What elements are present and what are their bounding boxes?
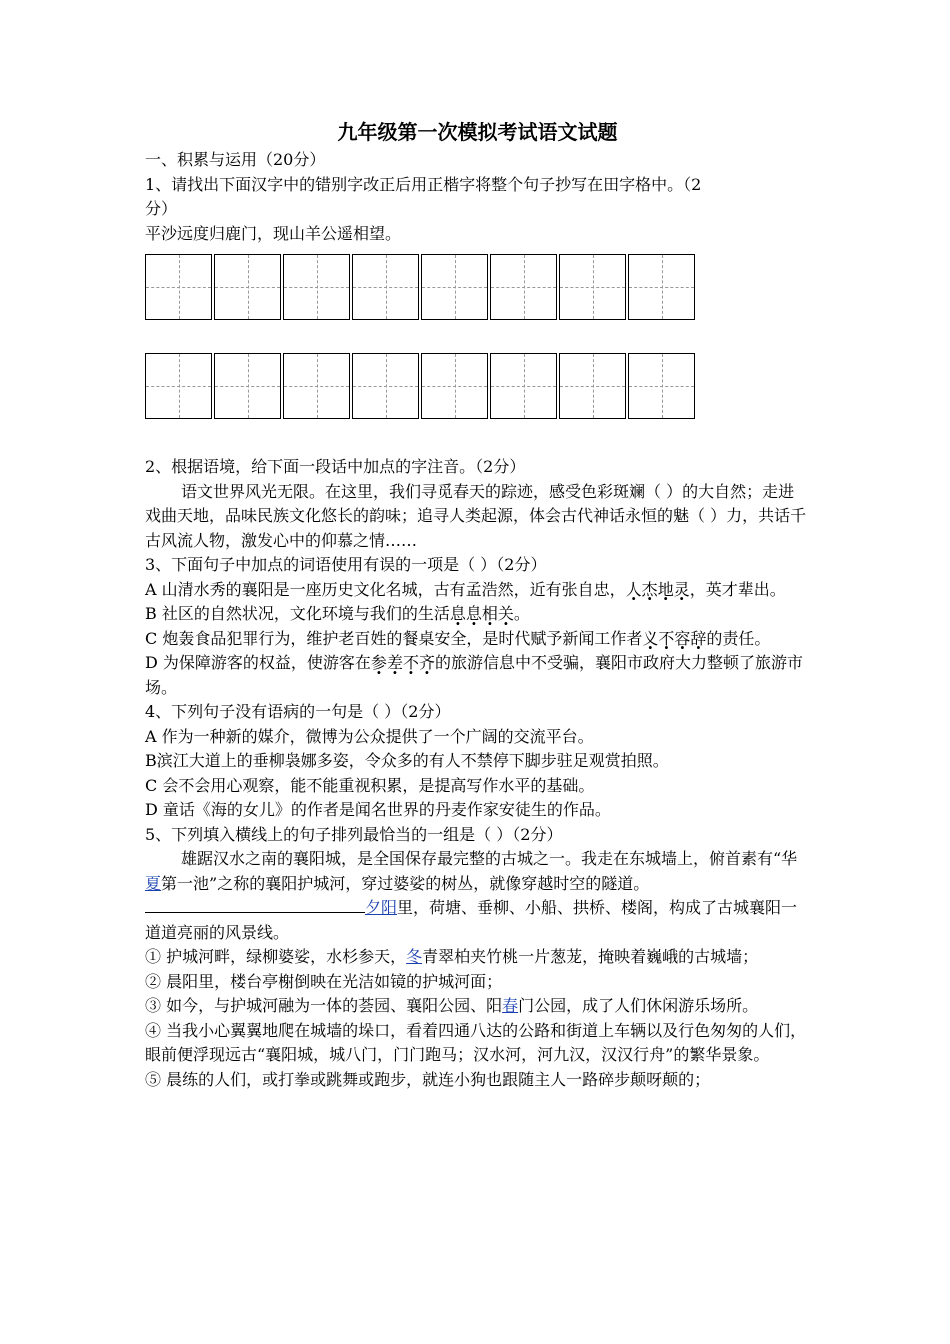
dotted-word: [626, 580, 690, 599]
emphasis-dot-char: 人: [625, 579, 642, 599]
emphasis-dot-char: 息: [465, 604, 482, 623]
question-5-option-4: ④ 当我小心翼翼地爬在城墙的垛口，看着四通八达的公路和街道上车辆以及行色匆匆的人们，眼前便浮现远古“襄阳城，城八门，门门跑马；汉水河，河九汉，汉汉行舟”的繁华景象。: [145, 1020, 807, 1064]
answer-blank[interactable]: [145, 896, 365, 913]
question-3-option-a: A 山清水秀的襄阳是一座历史文化名城，古有孟浩然，近有张自忠，人杰地灵，英才辈出。: [145, 579, 786, 599]
tianzi-cell[interactable]: [628, 353, 695, 419]
emphasis-dot-char: 齐: [418, 653, 435, 672]
question-4-option-a: A 作为一种新的媒介，微博为公众提供了一个广阔的交流平台。: [145, 726, 594, 746]
dotted-word: [371, 653, 435, 672]
question-2-text: 语文世界风光无限。在这里，我们寻觅春天的踪迹，感受色彩斑斓（ ）的大自然；走进戏曲天地，品味民族文化悠长的韵味；追寻人类起源，体会古代神话永恒的魅（ ）力，共话千古风流人物，激发心中的仰慕之情……: [145, 481, 807, 550]
question-2-stem: 2、根据语境，给下面一段话中加点的字注音。（2分）: [145, 457, 526, 476]
tianzi-grid-row-2[interactable]: [145, 353, 810, 419]
hyperlink[interactable]: 夏: [145, 873, 162, 893]
page-title: 九年级第一次模拟考试语文试题: [337, 120, 618, 144]
question-5-option-1: ① 护城河畔，绿柳婆娑，水杉参天，冬青翠柏夹竹桃一片葱茏，掩映着巍峨的古城墙；: [145, 947, 759, 966]
question-1-line2: 分）: [145, 199, 178, 218]
dotted-word: [642, 629, 706, 648]
tianzi-cell[interactable]: [214, 353, 281, 419]
emphasis-dot-char: 参: [370, 653, 387, 672]
question-5-stem: 5、下列填入横线上的句子排列最恰当的一组是（ ）（2分）: [145, 824, 563, 844]
emphasis-dot-char: 义: [642, 628, 659, 648]
emphasis-dot-char: 关: [497, 604, 514, 623]
question-4-option-c: C 会不会用心观察，能不能重视积累，是提高写作水平的基础。: [145, 775, 595, 795]
tianzi-cell[interactable]: [145, 353, 212, 419]
question-5-option-5: ⑤ 晨练的人们，或打拳或跳舞或跑步，就连小狗也跟随主人一路碎步颠呀颠的；: [145, 1069, 711, 1089]
emphasis-dot-char: 息: [449, 604, 466, 623]
tianzi-cell[interactable]: [490, 353, 557, 419]
question-4-option-d: D 童话《海的女儿》的作者是闻名世界的丹麦作家安徒生的作品。: [145, 800, 611, 819]
tianzi-cell[interactable]: [352, 353, 419, 419]
tianzi-cell[interactable]: [352, 254, 419, 320]
section-heading: 一、积累与运用（20分）: [145, 150, 326, 169]
question-1-stem: [145, 173, 810, 222]
question-3-stem: 3、下面句子中加点的词语使用有误的一项是（ ）（2分）: [145, 555, 547, 574]
tianzi-cell[interactable]: [214, 254, 281, 320]
tianzi-cell[interactable]: [559, 353, 626, 419]
question-5-option-3: ③ 如今，与护城河融为一体的荟园、襄阳公园、阳春门公园，成了人们休闲游乐场所。: [145, 996, 759, 1015]
hyperlink[interactable]: 夕阳: [365, 898, 398, 917]
tianzi-cell[interactable]: [421, 353, 488, 419]
question-1-sentence: 平沙远度归鹿门，现山羊公遥相望。: [145, 223, 402, 243]
tianzi-cell[interactable]: [283, 353, 350, 419]
question-4-option-b: B滨江大道上的垂柳袅娜多姿，令众多的有人不禁停下脚步驻足观赏拍照。: [145, 751, 669, 770]
question-3-option-b: B 社区的自然状况，文化环境与我们的生活息息相关。: [145, 604, 530, 623]
question-5-passage: 雄踞汉水之南的襄阳城，是全国保存最完整的古城之一。我走在东城墙上，俯首素有“华夏第一池”之称的襄阳护城河，穿过婆娑的树丛，就像穿越时空的隧道。夕阳里，荷塘、垂柳、小船、拱桥、楼阁，构成了古城襄阳一道道亮丽的风景线。: [145, 849, 798, 942]
exam-page: [145, 118, 810, 1092]
question-4-stem: 4、下列句子没有语病的一句是（ ）（2分）: [145, 702, 451, 721]
tianzi-cell[interactable]: [283, 254, 350, 320]
tianzi-cell[interactable]: [628, 254, 695, 320]
emphasis-dot-char: 灵: [673, 579, 690, 599]
tianzi-cell[interactable]: [559, 254, 626, 320]
emphasis-dot-char: 辞: [690, 628, 707, 648]
emphasis-dot-char: 容: [674, 628, 691, 648]
emphasis-dot-char: 不: [658, 628, 675, 648]
question-5-option-2: ② 晨阳里，楼台亭榭倒映在光洁如镜的护城河面；: [145, 971, 503, 991]
hyperlink[interactable]: 春: [502, 996, 519, 1015]
tianzi-grid-row-1[interactable]: [145, 254, 810, 320]
question-3-option-c: C 炮轰食品犯罪行为，维护老百姓的餐桌安全，是时代赋予新闻工作者义不容辞的责任。: [145, 628, 771, 648]
emphasis-dot-char: 杰: [641, 579, 658, 599]
question-1-line1: 1、请找出下面汉字中的错别字改正后用正楷字将整个句子抄写在田字格中。（2: [145, 174, 702, 194]
emphasis-dot-char: 差: [386, 653, 403, 672]
emphasis-dot-char: 地: [657, 579, 674, 599]
hyperlink[interactable]: 冬: [406, 947, 423, 966]
emphasis-dot-char: 相: [481, 604, 498, 623]
tianzi-cell[interactable]: [421, 254, 488, 320]
dotted-word: [450, 604, 514, 623]
tianzi-cell[interactable]: [490, 254, 557, 320]
tianzi-cell[interactable]: [145, 254, 212, 320]
emphasis-dot-char: 不: [402, 653, 419, 672]
question-3-option-d: D 为保障游客的权益，使游客在参差不齐的旅游信息中不受骗，襄阳市政府大力整顿了旅游市场。: [145, 653, 803, 697]
